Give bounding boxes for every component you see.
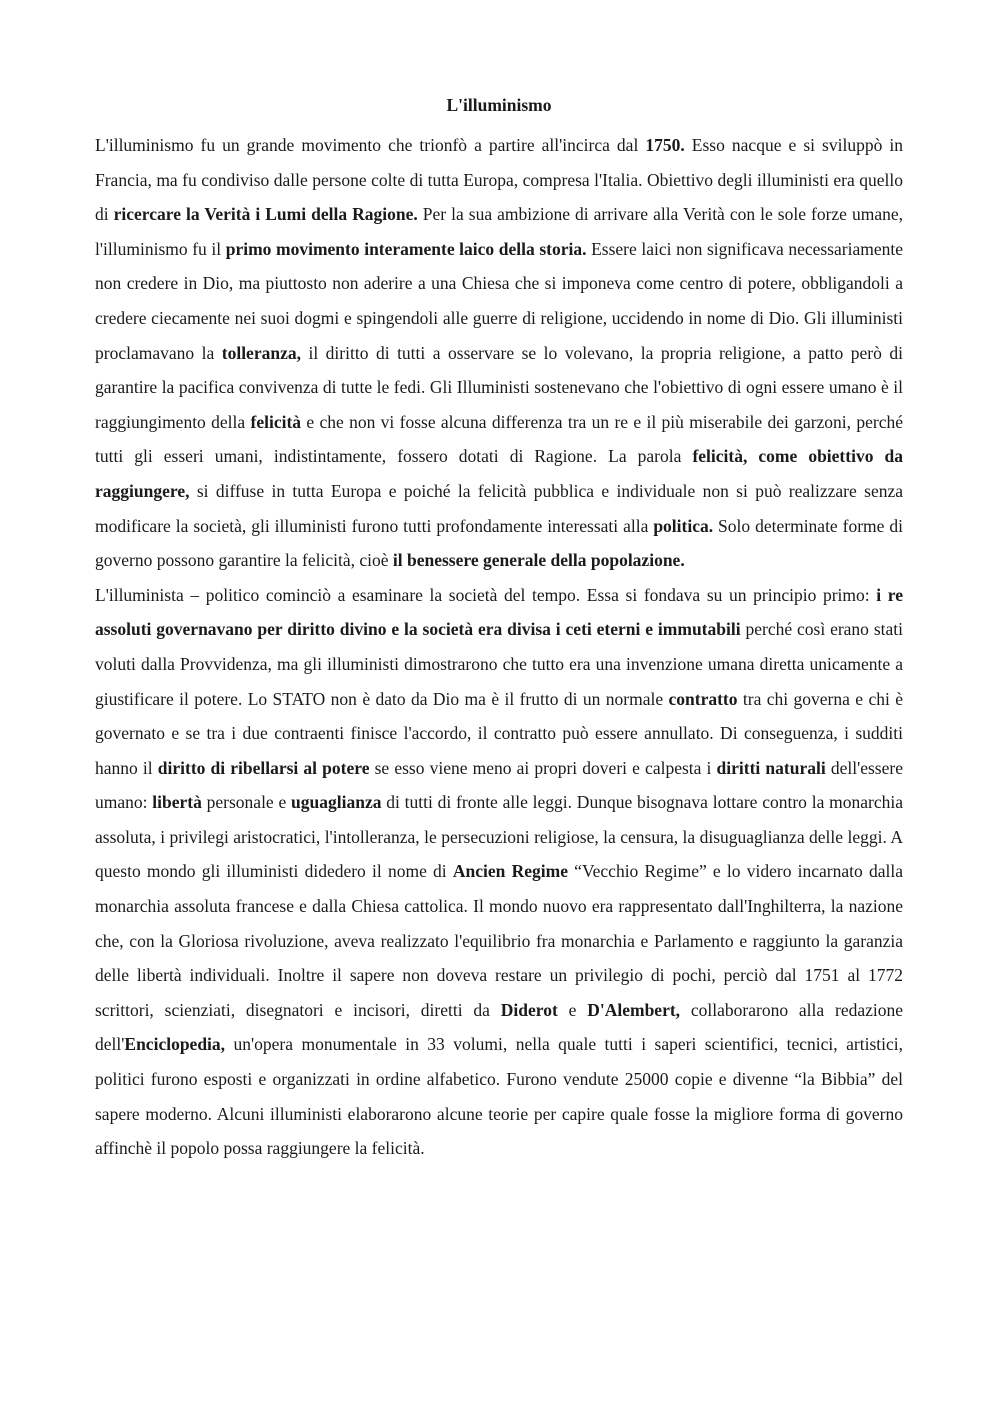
bold-phrase: il benessere generale della popolazione. xyxy=(392,550,685,571)
text-run: personale e xyxy=(201,792,292,813)
text-run: se esso viene meno ai propri doveri e calpesta i xyxy=(369,757,717,778)
text-run: L'illuminista – politico cominciò a esaminare la società del tempo. Essa si fondava su un principio primo: xyxy=(95,584,877,605)
bold-phrase: politica. xyxy=(653,515,714,536)
bold-phrase: uguaglianza xyxy=(291,792,382,813)
bold-phrase: Diderot xyxy=(500,999,558,1020)
text-run: Esso nacque e si sviluppò in Francia, ma fu condiviso dalle persone colte di tutta Europa, compresa l'Italia. Obiettivo degli illuministi era quello di xyxy=(95,135,903,225)
document-page xyxy=(95,92,903,1166)
text-run: e che non vi fosse alcuna differenza tra un re e il più miserabile dei garzoni, perché tutti gli esseri umani, indistintamente, fossero dotati di Ragione. La parola xyxy=(95,411,904,467)
bold-phrase: felicità, come obiettivo da raggiungere, xyxy=(95,446,903,501)
text-run: perché così erano stati voluti dalla Provvidenza, ma gli illuministi dimostrarono che tutto era una invenzione umana diretta unicamente a giustificare il potere. Lo STATO non è dato da Dio ma è il frutto di un normale xyxy=(95,619,903,709)
text-run: di tutti di fronte alle leggi. Dunque bisognava lottare contro la monarchia assoluta, i privilegi aristocratici, l'intolleranza, le persecuzioni religiose, la censura, la disuguaglianza delle leggi. A questo mondo gli illuministi didedero il nome di xyxy=(95,792,903,882)
bold-phrase: i re assoluti governavano per diritto divino e la società era divisa i ceti eterni e immutabili xyxy=(95,584,903,640)
text-run: il diritto di tutti a osservare se lo volevano, la propria religione, a patto però di garantire la pacifica convivenza di tutte le fedi. Gli Illuministi sostenevano che l'obiettivo di ogni essere umano è il raggiungimento della xyxy=(95,342,903,432)
bold-phrase: 1750. xyxy=(645,135,685,155)
paragraph-1 xyxy=(95,128,903,578)
text-run: Solo determinate forme di governo possono garantire la felicità, cioè xyxy=(95,515,903,571)
bold-phrase: diritti naturali xyxy=(716,757,826,778)
text-run: e xyxy=(557,999,588,1020)
text-run: un'opera monumentale in 33 volumi, nella quale tutti i saperi scientifici, tecnici, artistici, politici furono esposti e organizzati in ordine alfabetico. Furono vendute 25000 copie e divenne “la Bibbia” del sapere moderno. Alcuni illuministi elaborarono alcune teorie per capire quale fosse la migliore forma di governo affinchè il popolo possa raggiungere la felicità. xyxy=(95,1034,903,1159)
paragraph-2 xyxy=(95,578,903,1166)
text-run: Essere laici non significava necessariamente non credere in Dio, ma piuttosto non aderire a una Chiesa che si imponeva come centro di potere, obbligandoli a credere ciecamente nei suoi dogmi e spingendoli alle guerre di religione, uccidendo in nome di Dio. Gli illuministi proclamavano la xyxy=(95,238,903,363)
text-run: L'illuminismo fu un grande movimento che trionfò a partire all'incirca dal xyxy=(95,135,646,155)
document-title: L'illuminismo xyxy=(446,95,552,115)
text-run: “Vecchio Regime” e lo videro incarnato dalla monarchia assoluta francese e dalla Chiesa cattolica. Il mondo nuovo era rappresentato dall'Inghilterra, la nazione che, con la Gloriosa rivoluzione, aveva realizzato l'equilibrio fra monarchia e Parlamento e raggiunto la garanzia delle libertà individuali. Inoltre il sapere non doveva restare un privilegio di pochi, perciò dal 1751 al 1772 scrittori, scienziati, disegnatori e incisori, diretti da xyxy=(95,861,903,1020)
bold-phrase: ricercare la Verità i Lumi della Ragione. xyxy=(113,204,418,225)
bold-phrase: felicità xyxy=(250,411,302,432)
bold-phrase: contratto xyxy=(668,688,738,709)
text-run: dell'essere umano: xyxy=(95,757,903,813)
text-run: tra chi governa e chi è governato e se tra i due contraenti finisce l'accordo, il contratto può essere annullato. Di conseguenza, i sudditi hanno il xyxy=(95,688,903,778)
bold-phrase: primo movimento interamente laico della storia. xyxy=(225,238,587,259)
bold-phrase: Ancien Regime xyxy=(452,861,568,882)
bold-phrase: diritto di ribellarsi al potere xyxy=(157,757,370,778)
text-run: collaborarono alla redazione dell' xyxy=(95,999,903,1055)
bold-phrase: libertà xyxy=(152,792,202,813)
bold-phrase: tolleranza, xyxy=(221,342,301,363)
bold-phrase: Enciclopedia, xyxy=(124,1034,226,1055)
bold-phrase: D'Alembert, xyxy=(587,999,681,1020)
text-run: Per la sua ambizione di arrivare alla Verità con le sole forze umane, l'illuminismo fu il xyxy=(95,204,903,259)
text-run: si diffuse in tutta Europa e poiché la felicità pubblica e individuale non si può realizzare senza modificare la società, gli illuministi furono tutti profondamente interessati alla xyxy=(95,480,903,536)
